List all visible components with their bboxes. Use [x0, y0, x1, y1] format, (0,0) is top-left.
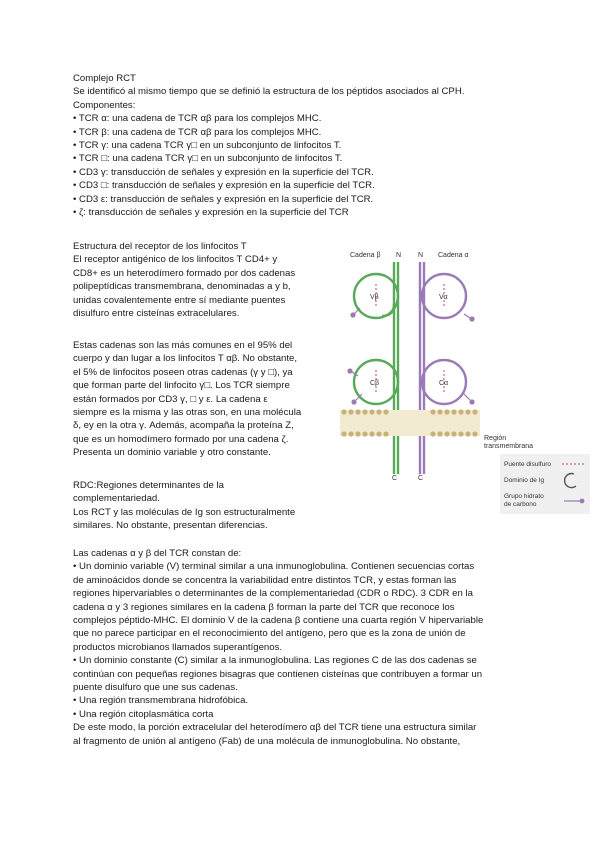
text-line: unidas covalentemente entre sí mediante puentes — [73, 294, 286, 306]
legend-disulfide: Puente disulfuro — [504, 461, 551, 468]
label-n-right: N — [418, 252, 424, 259]
text-line: cuerpo y dan lugar a los linfocitos T αβ. No obstante, — [73, 353, 298, 365]
label-ca: Cα — [439, 380, 449, 387]
section-complejo-rct — [73, 72, 533, 219]
text-line: El receptor antigénico de los linfocitos T CD4+ y — [73, 254, 278, 266]
text-line: que forman parte del linfocito γ□. Los TCR siempre — [73, 380, 290, 392]
text-line: al fragmento de unión al antígeno (Fab) de una molécula de inmunoglobulina. No obstante, — [73, 735, 461, 747]
section-estructura-receptor — [73, 240, 325, 320]
label-tm-1: Región — [484, 435, 507, 442]
paragraph-cadenas — [73, 339, 325, 460]
list-item: • TCR □: una cadena TCR γ□ en un subconjunto de linfocitos T. — [73, 153, 343, 165]
legend-ig: Dominio de Ig — [504, 477, 545, 484]
disulfide-bridges — [376, 284, 444, 414]
carbohydrate-groups — [348, 308, 474, 404]
list-item: • Un dominio constante (C) similar a la inmunoglobulina. Las regiones C de las dos cadenas se — [73, 655, 477, 667]
list-item: • TCR β: una cadena de TCR αβ para los complejos MHC. — [73, 126, 322, 138]
list-item: • Un dominio variable (V) terminal similar a una inmunoglobulina. Contienen secuencias cortas — [73, 561, 475, 573]
list-item: • CD3 ε: transducción de señales y expresión en la superficie del TCR. — [73, 193, 374, 205]
text-line: Estas cadenas son las más comunes en el 95% del — [73, 340, 293, 351]
label-va: Vα — [439, 294, 448, 301]
text-line: Componentes: — [73, 99, 136, 111]
text-line: cadena α y 3 regiones similares en la cadena β forman la parte del TCR que reconoce los — [73, 601, 455, 613]
list-item: • CD3 γ: transducción de señales y expresión en la superficie del TCR. — [73, 166, 374, 178]
label-n-left: N — [396, 252, 402, 259]
tcr-structure-figure — [336, 244, 592, 519]
section-title: Estructura del receptor de los linfocitos T — [73, 241, 247, 252]
text-line: polipeptídicas transmembrana, denominadas a y b, — [73, 281, 291, 293]
membrane — [340, 409, 480, 436]
label-tm-2: transmembrana — [484, 443, 534, 450]
list-item: • Una región citoplasmática corta — [73, 708, 214, 720]
legend-carb-1: Grupo hidrato — [504, 493, 544, 500]
section-rdc — [73, 479, 325, 533]
tcr-diagram — [336, 244, 592, 519]
text-line: complementariedad. — [73, 493, 160, 505]
text-line: CD8+ es un heterodímero formado por dos cadenas — [73, 267, 296, 279]
text-line: productos microbianos llamados superantígenos. — [73, 641, 283, 653]
text-line: regiones hipervariables o determinantes de la complementariedad (CDR o RDC). 3 CDR en la — [73, 588, 473, 600]
text-line: similares. No obstante, presentan diferencias. — [73, 520, 268, 532]
section-title: Complejo RCT — [73, 73, 136, 84]
text-line: siempre es la misma y las otras son, en una molécula — [73, 407, 302, 419]
text-line: que es un homodímero formado por una cadena ζ. — [73, 433, 289, 445]
text-line: Los RCT y las moléculas de Ig son estructuralmente — [73, 506, 296, 518]
label-cb: Cβ — [370, 380, 380, 387]
text-line: complejos péptido-MHC. El dominio V de la cadena β contiene una cuarta región V hipervariable — [73, 615, 484, 627]
label-cadena-beta: Cadena β — [350, 252, 381, 259]
text-line: Las cadenas α y β del TCR constan de: — [73, 548, 242, 559]
label-c-left: C — [392, 475, 398, 482]
legend-carb-2: de carbono — [504, 501, 537, 508]
section-cadenas-tcr — [73, 547, 533, 748]
text-line: δ, ey en la otra γ. Además, acompaña la proteína Z, — [73, 420, 294, 432]
text-line: Presenta un dominio variable y otro constante. — [73, 447, 271, 459]
label-c-right: C — [418, 475, 424, 482]
text-line: De este modo, la porción extracelular del heterodímero αβ del TCR tiene una estructura similar — [73, 722, 477, 734]
text-line: RDC:Regiones determinantes de la — [73, 480, 224, 491]
text-line: el 5% de linfocitos poseen otras cadenas (γ y □), ya — [73, 366, 293, 378]
label-cadena-alpha: Cadena α — [438, 252, 469, 259]
list-item: • ζ: transducción de señales y expresión en la superficie del TCR — [73, 207, 349, 219]
label-vb: Vβ — [370, 294, 379, 301]
list-item: • TCR α: una cadena de TCR αβ para los complejos MHC. — [73, 113, 322, 125]
text-line: Se identificó al mismo tiempo que se definió la estructura de los péptidos asociados al CPH. — [73, 86, 465, 98]
legend — [500, 454, 590, 514]
text-line: de aminoácidos donde se concentra la variabilidad entre distintos TCR, y estas forman las — [73, 574, 457, 586]
text-line: puente disulfuro que une sus cadenas. — [73, 682, 238, 694]
text-line: continúan con pequeñas regiones bisagras que contienen cisteínas que contribuyen a formar un — [73, 668, 483, 680]
list-item: • Una región transmembrana hidrofóbica. — [73, 695, 249, 707]
text-line: disulfuro entre cisteínas extracelulares. — [73, 308, 240, 320]
text-line: que no parece participar en el reconocimiento del antígeno, pero que es la zona de unión de — [73, 628, 466, 640]
text-line: están formados por CD3 γ, □ y ε. La cadena ε — [73, 393, 268, 405]
list-item: • TCR γ: una cadena TCR γ□ en un subconjunto de linfocitos T. — [73, 140, 342, 152]
list-item: • CD3 □: transducción de señales y expresión en la superficie del TCR. — [73, 180, 375, 192]
